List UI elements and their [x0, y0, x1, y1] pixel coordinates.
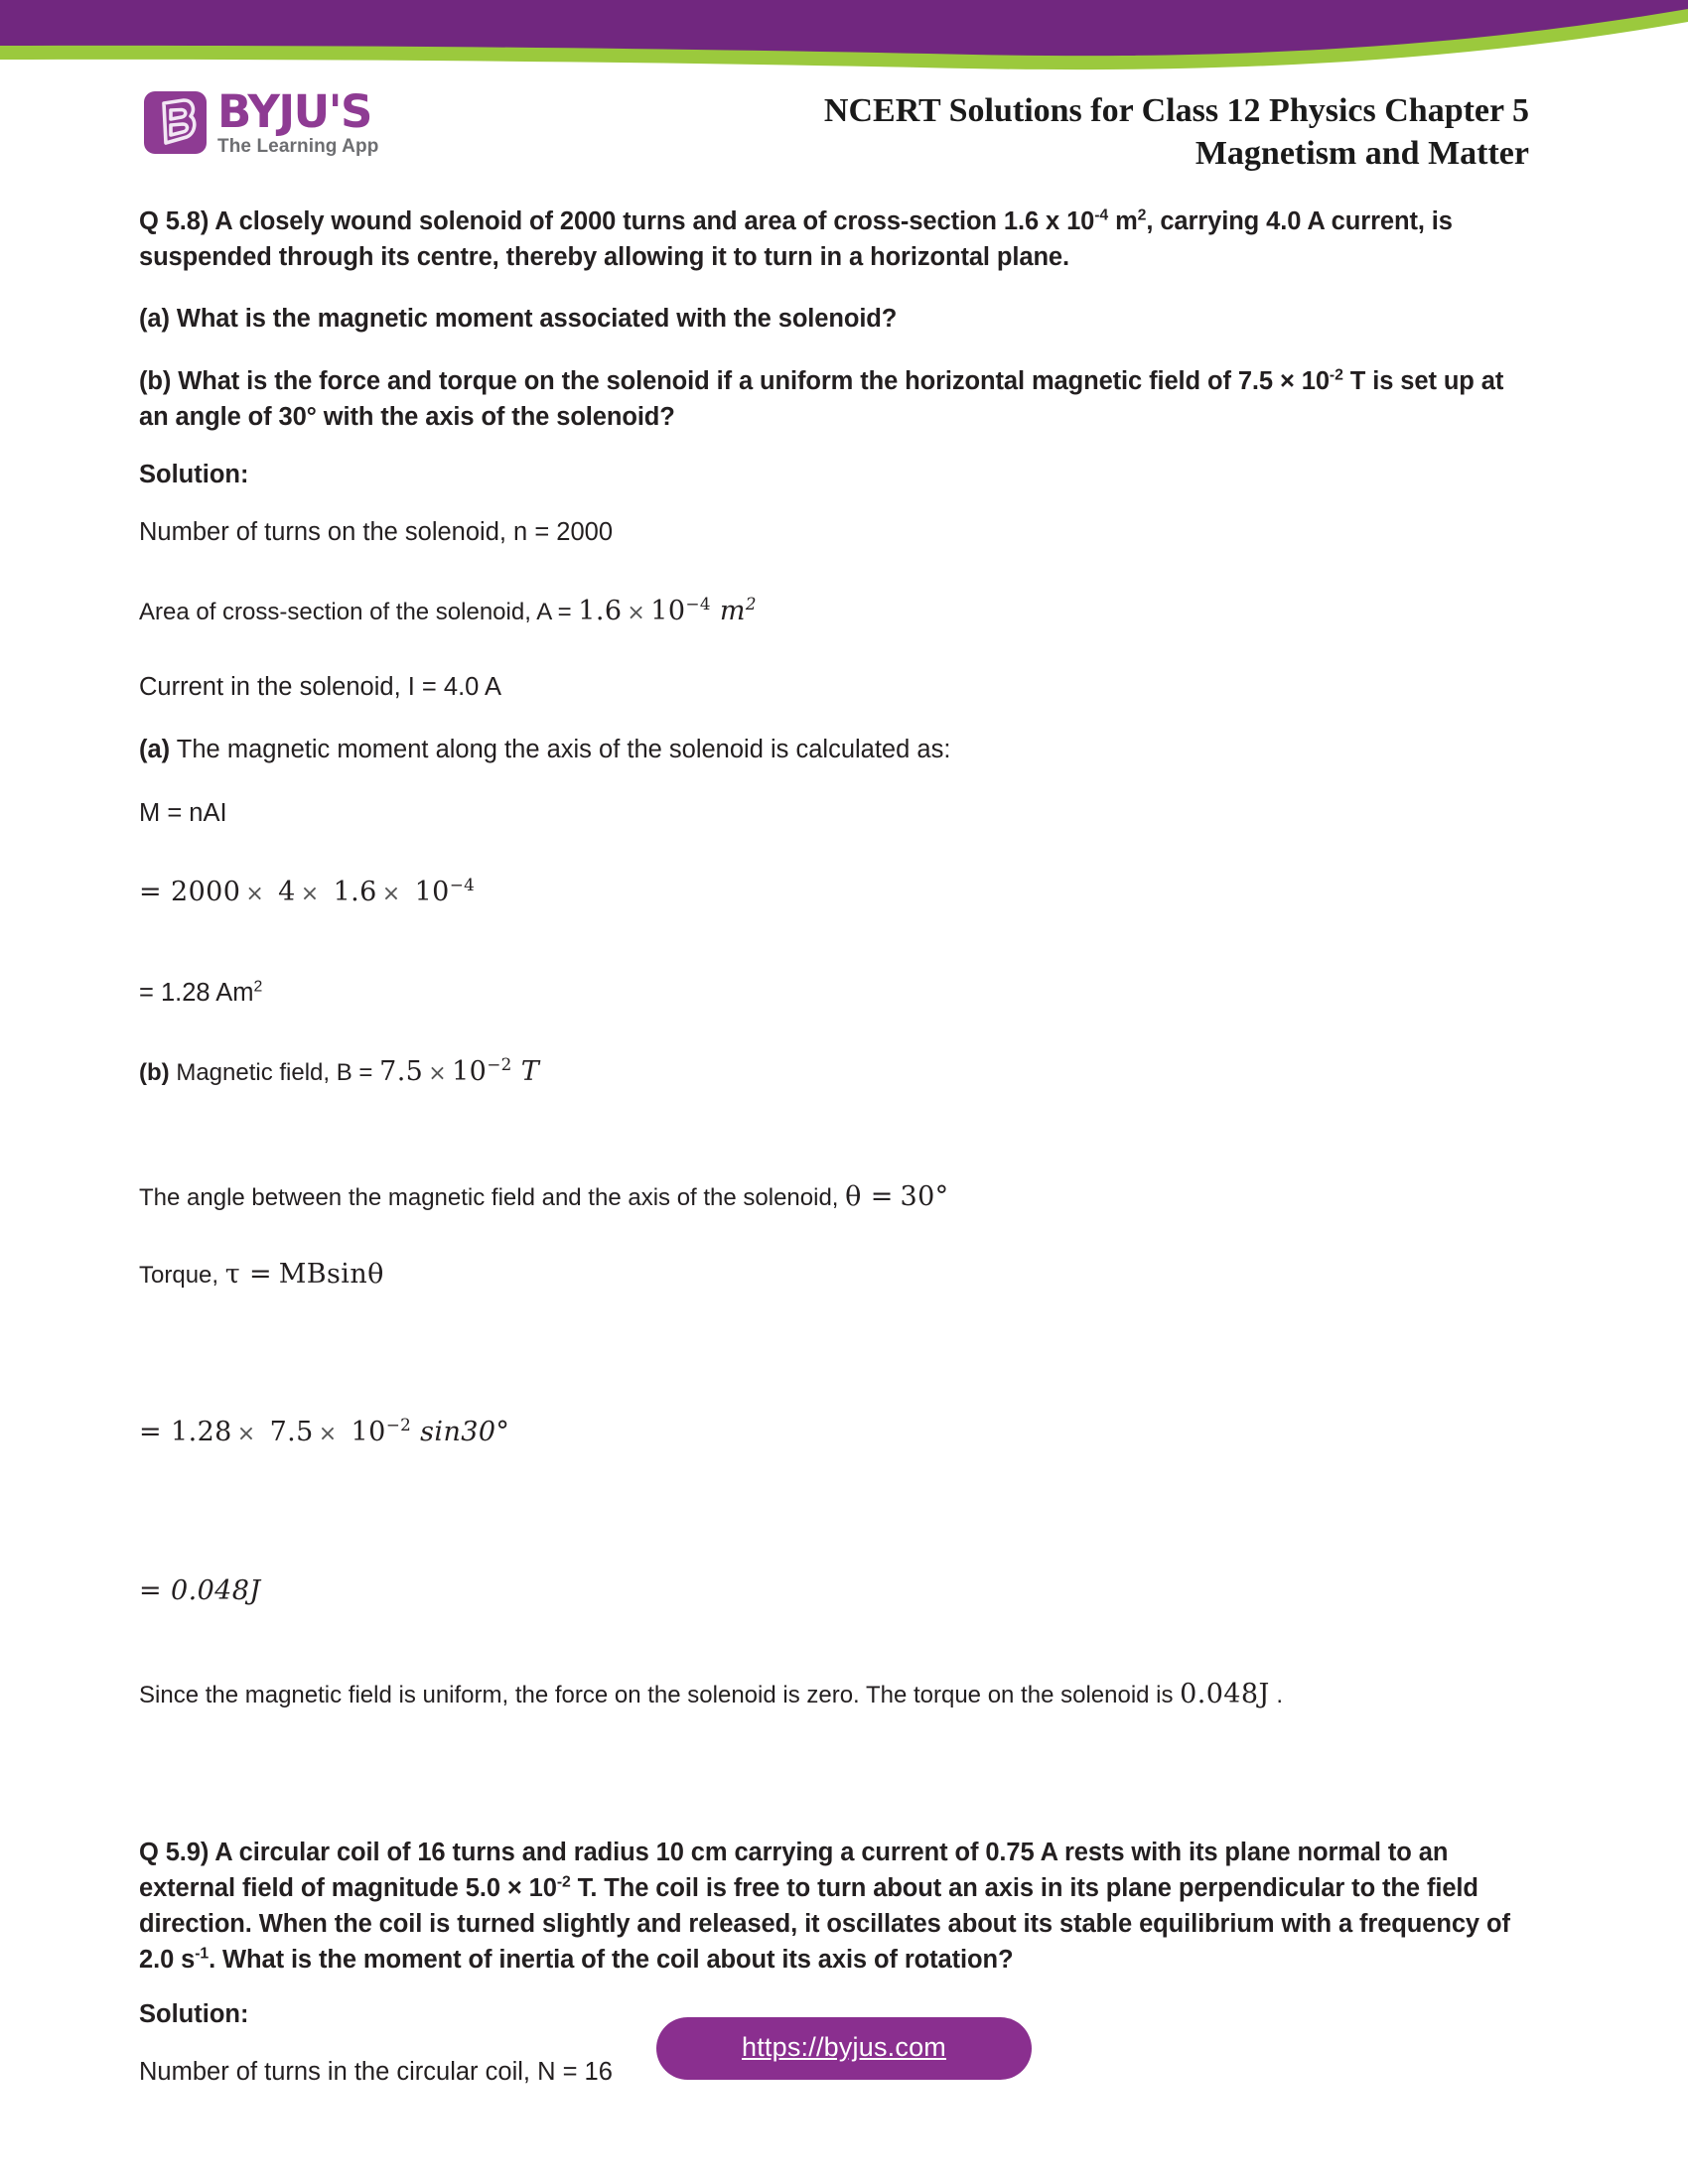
spacer: [139, 860, 1529, 874]
area-unit-exp: 2: [745, 593, 757, 614]
question-5-9: [139, 1835, 1529, 1979]
q58-exp-1: -4: [1094, 206, 1109, 224]
multiply-icon: ×: [236, 1422, 256, 1447]
area-base: 10: [650, 595, 686, 626]
multiply-icon: ×: [428, 1061, 448, 1087]
byjus-logo[interactable]: [144, 85, 379, 157]
page-title-line1: NCERT Solutions for Class 12 Physics Chapter 5: [823, 92, 1529, 129]
torque-formula: MBsinθ: [278, 1258, 384, 1290]
page-title-line2: Magnetism and Matter: [1195, 135, 1529, 173]
spacer: [139, 1739, 1529, 1835]
solution-label-5-9: Solution:: [139, 1999, 249, 2028]
q59-exp-1: -2: [556, 1873, 571, 1891]
torque-exp: −2: [385, 1415, 412, 1435]
angle-label: The angle between the magnetic field and the axis of the solenoid,: [139, 1183, 839, 1211]
b-base: 10: [452, 1056, 488, 1088]
q58b-post: T is set up at an angle of 30° with the axis of the solenoid?: [139, 366, 1504, 431]
mm-calc-math: [139, 874, 476, 907]
mm-v1: 2000: [171, 876, 241, 907]
page-footer: [0, 2017, 1688, 2080]
spacer: [139, 936, 1529, 976]
torque-result-math: [139, 1575, 261, 1606]
q59-exp-2: -1: [195, 1945, 210, 1963]
magnetic-field-line: [139, 1053, 1529, 1091]
document-content: [139, 204, 1529, 2117]
multiply-icon: ×: [627, 600, 646, 625]
angle-value: 30°: [900, 1180, 949, 1212]
spacer: [139, 1636, 1529, 1676]
mm-v3: 1.6: [333, 876, 377, 907]
area-value: 1.6: [578, 595, 623, 626]
b-math: [379, 1056, 539, 1087]
formula-magnetic-moment: M = nAI: [139, 798, 227, 827]
area-label: Area of cross-section of the solenoid, A =: [139, 598, 572, 625]
torque-result: [139, 1572, 1529, 1610]
torque-calc-math: [139, 1417, 509, 1447]
current-line-5-8: Current in the solenoid, I = 4.0 A: [139, 672, 502, 701]
magnetic-moment-calculation: [139, 874, 1529, 911]
q58-text-mid: m: [1108, 207, 1138, 235]
byjus-url-button[interactable]: https://byjus.com: [656, 2017, 1032, 2080]
solution-label-5-8: Solution:: [139, 461, 249, 489]
area-unit: m: [719, 595, 746, 626]
page-title: [824, 89, 1529, 175]
question-5-8-part-b: [139, 363, 1529, 435]
spacer: [139, 1318, 1529, 1414]
torque-result-eq: =: [139, 1575, 163, 1607]
area-math: [578, 593, 757, 626]
q58-text-pre: Q 5.8) A closely wound solenoid of 2000 turns and area of cross-section 1.6 x 10: [139, 207, 1095, 235]
b-exp: −2: [487, 1054, 512, 1075]
question-5-8-part-a: (a) What is the magnetic moment associated with the solenoid?: [139, 305, 898, 334]
byjus-b-mark-icon: [144, 91, 207, 154]
q58b-pre: (b) What is the force and torque on the solenoid if a uniform the horizontal magnetic field of 7.5 × 10: [139, 366, 1330, 395]
spacer: [139, 1039, 1529, 1053]
torque-symbol: τ =: [224, 1258, 273, 1290]
mm-result-text: = 1.28 Am: [139, 979, 254, 1008]
logo-tagline: The Learning App: [217, 136, 379, 157]
q59-mid: T. The coil is free to turn about an axis in its plane perpendicular to the field direction. When the coil is turned slightly and released, it oscillates about its stable equilibrium with a frequency of 2.0 s: [139, 1874, 1510, 1975]
torque-base: 10: [351, 1417, 386, 1448]
turns-line-5-9: Number of turns in the circular coil, N = 16: [139, 2057, 613, 2086]
multiply-icon: ×: [245, 881, 265, 906]
b-value: 7.5: [379, 1056, 424, 1088]
page-header: [0, 77, 1688, 187]
magnetic-moment-result: [139, 976, 1529, 1012]
part-a-intro: [139, 733, 1529, 768]
torque-calculation: [139, 1414, 1529, 1451]
part-b-text: Magnetic field, B =: [169, 1059, 373, 1087]
q58b-exp: -2: [1329, 366, 1343, 384]
top-decorative-band: [0, 0, 1688, 77]
conclusion-line: [139, 1676, 1529, 1713]
part-b-label: (b): [139, 1059, 170, 1087]
conclusion-value: 0.048J: [1180, 1679, 1270, 1710]
angle-symbol: θ =: [845, 1180, 894, 1212]
mm-eq: =: [139, 876, 163, 907]
part-a-label: (a): [139, 736, 171, 764]
area-line-5-8: [139, 593, 1529, 630]
torque-eq: =: [139, 1417, 163, 1448]
b-unit: T: [520, 1056, 540, 1088]
torque-trig: sin30°: [420, 1417, 510, 1448]
q59-post: . What is the moment of inertia of the coil about its axis of rotation?: [209, 1946, 1014, 1975]
multiply-icon: ×: [381, 881, 401, 906]
torque-result-value: 0.048J: [171, 1575, 261, 1607]
logo-wordmark: BYJU'S: [217, 85, 371, 138]
q58-exp-2: 2: [1137, 206, 1147, 224]
turns-line-5-8: Number of turns on the solenoid, n = 2000: [139, 518, 614, 547]
spacer: [139, 1477, 1529, 1572]
area-exp: −4: [685, 593, 711, 614]
conclusion-pre: Since the magnetic field is uniform, the force on the solenoid is zero. The torque on the solenoid is: [139, 1682, 1174, 1709]
torque-formula-line: [139, 1256, 1529, 1294]
torque-v1: 1.28: [171, 1417, 232, 1448]
q59-pre: Q 5.9) A circular coil of 16 turns and radius 10 cm carrying a current of 0.75 A rests with its plane normal to an external field of magnitude 5.0 × 10: [139, 1838, 1449, 1903]
q58-text-post: , carrying 4.0 A current, is suspended through its centre, thereby allowing it to turn in a horizontal plane.: [139, 207, 1453, 272]
part-a-intro-text: The magnetic moment along the axis of the solenoid is calculated as:: [170, 736, 951, 764]
spacer: [139, 1117, 1529, 1178]
spacer: [139, 1242, 1529, 1256]
mm-v2: 4: [278, 876, 296, 907]
conclusion-post: .: [1276, 1682, 1284, 1709]
multiply-icon: ×: [318, 1422, 338, 1447]
spacer: [139, 579, 1529, 593]
angle-line: [139, 1178, 1529, 1216]
mm-exp: −4: [449, 874, 476, 894]
mm-base: 10: [414, 876, 450, 907]
mm-result-exp: 2: [253, 978, 263, 996]
multiply-icon: ×: [300, 881, 320, 906]
torque-label: Torque,: [139, 1261, 219, 1289]
torque-v2: 7.5: [269, 1417, 314, 1448]
question-5-8: [139, 204, 1529, 275]
spacer: [139, 656, 1529, 670]
